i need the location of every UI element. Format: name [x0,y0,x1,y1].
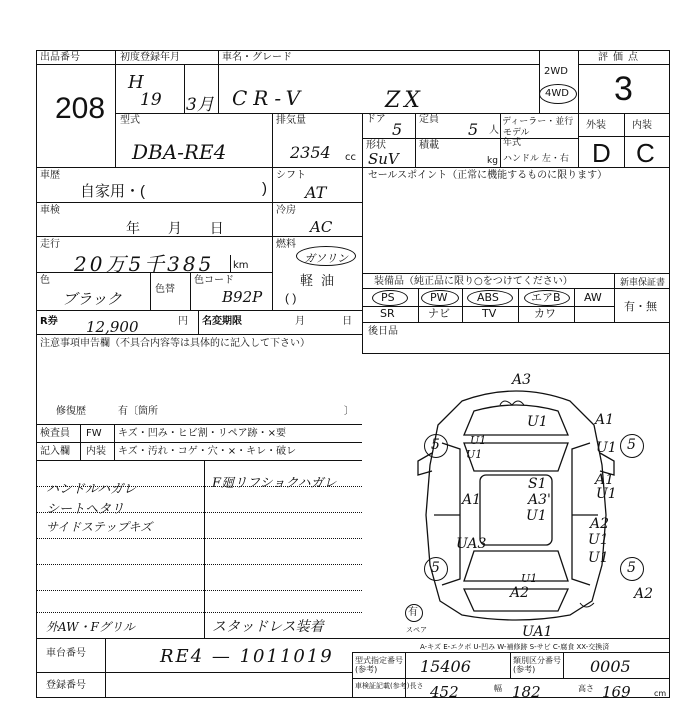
mark-u1-fl1: U1 [470,434,487,447]
mark-5-rl: 5 [431,560,440,576]
equipment-airbag: エアB [531,291,561,304]
mark-u1-front-right: U1 [596,440,617,456]
height-value: 169 [602,683,631,701]
length-value: 452 [430,683,459,701]
exterior-grade: D [592,138,611,168]
mark-s1-roof: S1 [528,476,547,492]
score-value: 3 [614,70,633,108]
mark-5-fl: 5 [431,437,440,453]
sales-label: セールスポイント（正常に機能するものに限ります） [368,170,608,181]
displacement-label: 排気量 [276,115,306,126]
fw-items: キズ・凹み・ヒビ割・リペア跡・×要 [118,428,286,439]
equipment-pw: PW [430,291,448,304]
mark-a2-rear: A2 [510,585,530,601]
fuel-paren: ( ) [285,291,297,305]
spare-label: 有 [408,607,418,618]
reg-era: H [128,72,144,93]
recycle-label: R券 [40,316,58,327]
mark-u1-hood: U1 [527,414,548,430]
equipment-leather: カワ [534,307,556,320]
score-label: 評価点 [598,52,643,63]
load-label: 積載 [419,140,439,151]
entry-label: 記入欄 [40,446,70,457]
ac-label: 冷房 [276,205,296,216]
fuel-value2: 軽油 [300,273,343,288]
fuel-label: 燃料 [276,239,296,250]
model-grade: ZX [385,88,424,113]
class-label: 類別区分番号(参考) [513,656,561,674]
doors-label: ドア [366,114,386,125]
drive-2wd: 2WD [544,66,568,77]
color-code-label: 色コード [194,275,234,286]
height-label: 高さ [578,684,594,693]
mark-u1-right-rear: U1 [588,532,609,548]
repair-value: 有〔箇所 [118,406,158,417]
capacity-label: 定員 [419,114,439,125]
drive-4wd: 4WD [545,88,569,99]
mark-a1-left: A1 [462,492,482,508]
inspector-label: 検査員 [40,428,70,439]
length-label: 車検証記載(参考)長さ [355,682,424,690]
equipment-ps: PS [381,291,395,304]
history-label: 車歴 [40,170,60,181]
chassis-value: RE4 — 1011019 [160,646,334,667]
equipment-airbag-circle [524,290,570,306]
repair-label: 修復歴 [56,406,86,417]
shape-value: SuV [368,150,399,168]
spare-caption: スペア [406,626,427,634]
rear-seat-label: 後日品 [368,326,398,337]
mileage-label: 走行 [40,239,60,250]
interior-label: 内装 [632,120,652,131]
warranty-value: 有・無 [624,300,657,313]
reg-year: 19 [140,90,162,110]
mark-ua1-rear: UA1 [522,624,553,640]
note-5: 外AW・Fグリル [46,620,135,634]
note-1: ハンドルハガレ [46,482,137,497]
equipment-sr: SR [380,307,395,320]
reg-month: 3月 [186,95,214,115]
mark-a2-rear-right: A2 [634,586,654,602]
mark-5-fr: 5 [627,437,636,453]
change-deadline-value: 月 日 [295,316,353,327]
yen-unit: 円 [178,316,188,327]
shape-label: 形状 [366,140,386,151]
color-change-label: 色替 [155,284,175,295]
change-deadline-label: 名変期限 [202,316,242,327]
color-label: 色 [40,275,50,286]
interior-items: キズ・汚れ・コゲ・穴・×・キレ・破レ [118,446,297,457]
notes-label: 注意事項申告欄（不具合内容等は具体的に記入して下さい） [40,338,310,349]
mark-5-rr: 5 [627,560,636,576]
color-value: ブラック [62,290,122,308]
mark-a3-front: A3 [512,372,532,388]
model-year-label: モデル年式 [503,128,530,148]
equipment-abs-circle [467,290,513,306]
recycle-value: 12,900 [86,318,139,336]
mileage-value: 20万5千385 [74,252,215,276]
history-close: ) [262,180,267,197]
mark-a2-right: A2 [590,516,610,532]
damage-legend: A-キズ E-エクボ U-凹み W-補修跡 S-サビ C-腐食 XX-交換済 [420,643,610,651]
mark-u1-roof: U1 [526,508,547,524]
kg-unit: kg [487,156,498,166]
model-name: CR-V [232,86,307,110]
km-unit: km [233,260,249,271]
type-label: 型式 [120,115,140,126]
warranty-label: 新車保証書 [620,278,666,288]
capacity-unit: 人 [489,125,499,136]
color-code-value: B92P [222,288,263,306]
class-value: 0005 [590,657,631,676]
mark-u1-rear2: U1 [588,550,609,566]
inspection-value: 年 月 日 [126,220,224,236]
note-6: スタッドレス装着 [212,619,324,635]
lot-number: 208 [55,92,106,125]
capacity-value: 5 [468,120,479,139]
equipment-label: 装備品（純正品に限り○をつけてください） [374,276,573,287]
model-label: 車名・グレード [222,52,292,63]
mark-a3-roof: A3' [528,492,551,508]
note-2: シートヘタリ [46,502,125,517]
displacement-value: 2354 [290,143,331,162]
type-value: DBA-RE4 [132,140,227,164]
interior-grade: C [636,138,655,168]
mark-u1-fl2: U1 [466,448,483,461]
fw-label: FW [86,428,102,439]
mark-ua3-left: UA3 [456,536,487,552]
equipment-abs: ABS [477,291,499,304]
mark-u1-right: U1 [596,486,617,502]
equipment-navi: ナビ [428,307,450,320]
shift-value: AT [305,183,327,202]
repair-close: 〕 [344,406,354,417]
equipment-aw: AW [584,291,602,304]
cm-unit: cm [654,689,667,698]
lot-label: 出品番号 [40,52,80,63]
equipment-tv: TV [482,307,497,320]
mark-a1-right: A1 [595,472,615,488]
fuel-circle [296,246,356,266]
doors-value: 5 [392,120,403,139]
equipment-pw-circle [421,290,459,306]
first-reg-label: 初度登録年月 [120,52,180,63]
exterior-label: 外装 [586,120,606,131]
drive-4wd-circle [539,84,577,104]
cc-unit: cc [345,152,356,163]
cert-value: 15406 [420,657,471,676]
note-4: F廻リフショクハガレ [212,476,337,491]
fuel-value: ガソリン [304,252,348,265]
interior-items-label: 内装 [86,446,106,457]
history-value: 自家用・( [80,183,145,200]
note-3: サイドステップキズ [46,520,153,534]
width-label: 幅 [494,684,502,693]
shift-label: シフト [276,170,306,181]
chassis-label: 車台番号 [46,648,86,659]
cert-label: 型式指定番号(参考) [355,656,403,674]
dealer-label: ディーラー・並行 [502,117,574,127]
mark-a1-front-right: A1 [595,412,615,428]
width-value: 182 [512,683,541,701]
inspection-label: 車検 [40,205,60,216]
ac-value: AC [310,218,333,236]
handle-label: ハンドル 左・右 [503,154,569,164]
reg-label: 登録番号 [46,680,86,691]
mark-u1-rear: U1 [521,572,538,585]
equipment-ps-circle [372,290,408,306]
